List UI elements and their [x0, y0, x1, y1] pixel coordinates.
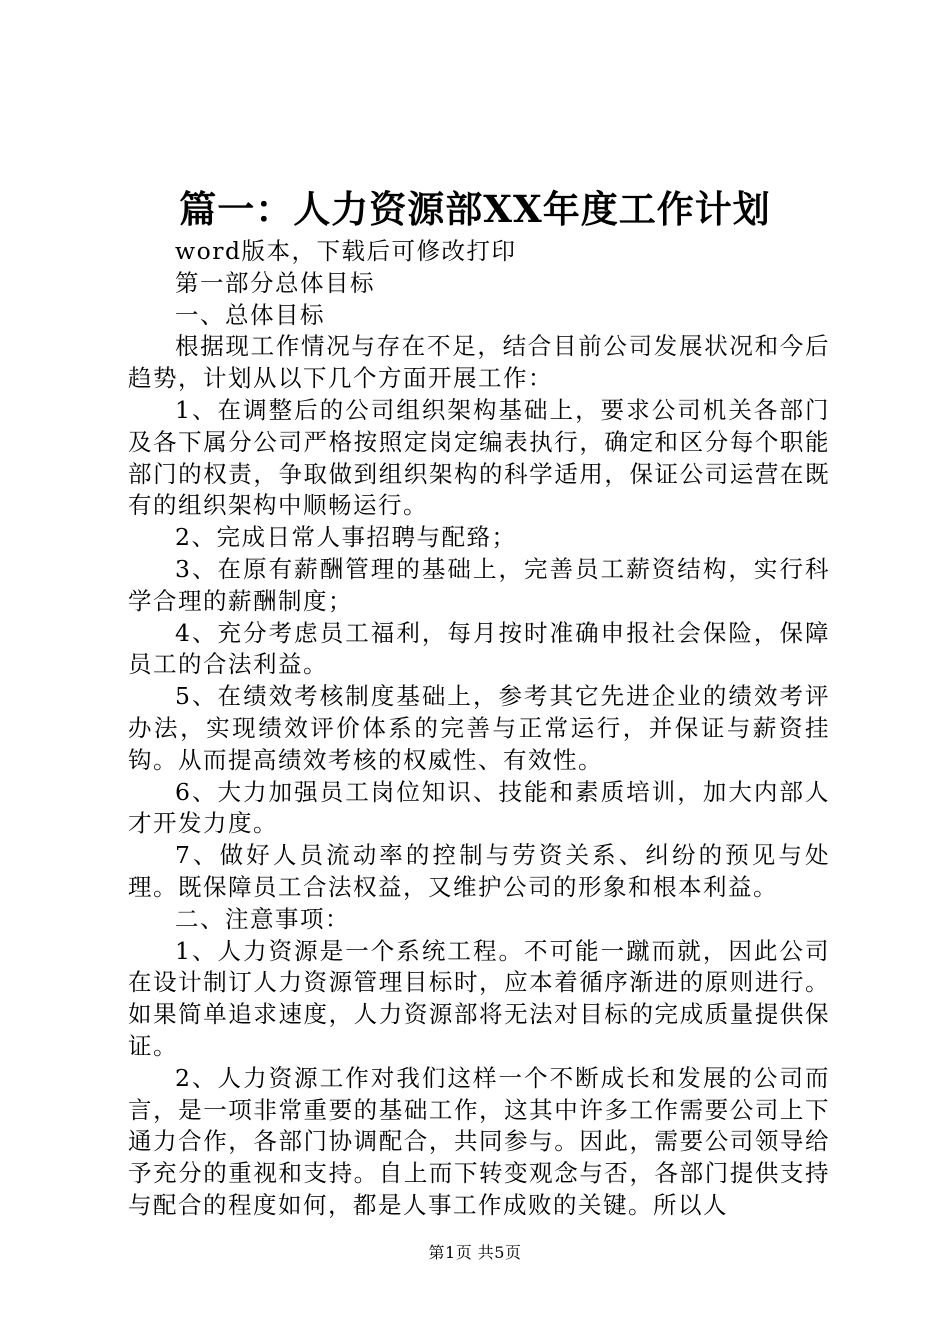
paragraph: 7、做好人员流动率的控制与劳资关系、纠纷的预见与处理。既保障员工合法权益，又维护公司的形象和根本利益。 [128, 841, 830, 901]
paragraph: 二、注意事项： [175, 904, 350, 933]
paragraph: 2、人力资源工作对我们这样一个不断成长和发展的公司而言，是一项非常重要的基础工作，这其中许多工作需要公司上下通力合作，各部门协调配合，共同参与。因此，需要公司领导给予充分的重视和支持。自上而下转变观念与否，各部门提供支持与配合的程度如何，都是人事工作成败的关键。所以人 [128, 1063, 830, 1219]
document-body [128, 236, 830, 1222]
paragraph: word版本，下载后可修改打印 [175, 237, 517, 265]
paragraph: 第一部分总体目标 [175, 268, 375, 297]
paragraph: 根据现工作情况与存在不足，结合目前公司发展状况和今后趋势，计划从以下几个方面开展工作： [128, 332, 830, 393]
paragraph: 6、大力加强员工岗位知识、技能和素质培训，加大内部人才开发力度。 [128, 777, 830, 838]
paragraph: 1、在调整后的公司组织架构基础上，要求公司机关各部门及各下属分公司严格按照定岗定编表执行，确定和区分每个职能部门的权责，争取做到组织架构的科学适用，保证公司运营在既有的组织架构中顺畅运行。 [128, 395, 830, 520]
paragraph: 2、完成日常人事招聘与配臵； [175, 523, 517, 552]
paragraph: 3、在原有薪酬管理的基础上，完善员工薪资结构，实行科学合理的薪酬制度； [128, 554, 830, 615]
document-title: 篇一：人力资源部XX年度工作计划 [179, 187, 771, 231]
paragraph: 1、人力资源是一个系统工程。不可能一蹴而就，因此公司在设计制订人力资源管理目标时，应本着循序渐进的原则进行。如果简单追求速度，人力资源部将无法对目标的完成质量提供保证。 [128, 936, 830, 1060]
page-footer: 第1页 共5页 [428, 1243, 522, 1262]
paragraph: 5、在绩效考核制度基础上，参考其它先进企业的绩效考评办法，实现绩效评价体系的完善与正常运行，并保证与薪资挂钩。从而提高绩效考核的权威性、有效性。 [128, 682, 830, 774]
paragraph: 4、充分考虑员工福利，每月按时准确申报社会保险，保障员工的合法利益。 [128, 618, 830, 679]
paragraph: 一、总体目标 [175, 300, 325, 329]
